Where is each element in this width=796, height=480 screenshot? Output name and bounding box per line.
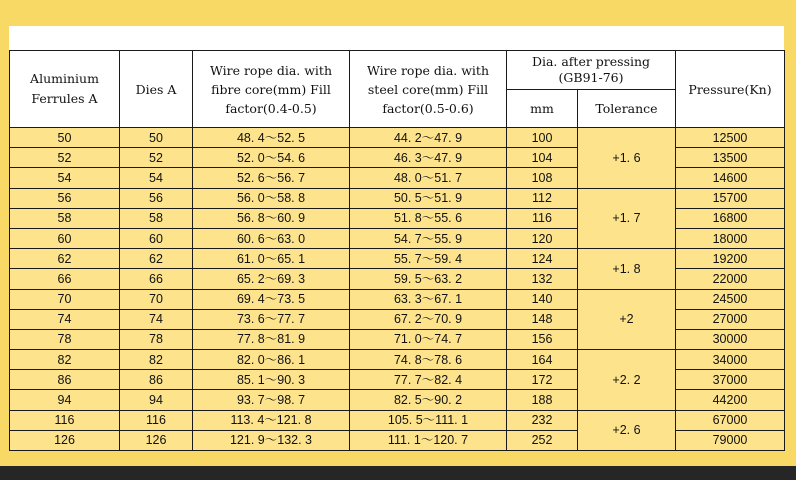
steel-core-cell: 48. 0～51. 7	[350, 168, 507, 188]
ferrule-cell: 62	[10, 249, 120, 269]
mm-cell: 172	[507, 370, 578, 390]
pressure-cell: 79000	[676, 430, 785, 450]
tolerance-cell: +1. 7	[578, 188, 676, 249]
steel-core-cell: 67. 2～70. 9	[350, 309, 507, 329]
tolerance-cell: +1. 6	[578, 128, 676, 189]
mm-cell: 148	[507, 309, 578, 329]
tolerance-cell: +2. 2	[578, 350, 676, 411]
pressure-cell: 15700	[676, 188, 785, 208]
table-row	[10, 410, 785, 430]
mm-cell: 232	[507, 410, 578, 430]
steel-core-cell: 50. 5～51. 9	[350, 188, 507, 208]
fibre-core-cell: 56. 0～58. 8	[193, 188, 350, 208]
ferrule-cell: 74	[10, 309, 120, 329]
pressure-cell: 12500	[676, 128, 785, 148]
table-row	[10, 249, 785, 269]
fibre-core-cell: 56. 8～60. 9	[193, 208, 350, 228]
header-aluminium-ferrules	[10, 51, 120, 128]
fibre-core-cell: 52. 0～54. 6	[193, 148, 350, 168]
pressure-cell: 18000	[676, 228, 785, 248]
pressure-cell: 19200	[676, 249, 785, 269]
fibre-core-cell: 73. 6～77. 7	[193, 309, 350, 329]
table-row	[10, 128, 785, 148]
die-cell: 126	[120, 430, 193, 450]
fibre-core-cell: 69. 4～73. 5	[193, 289, 350, 309]
steel-core-cell: 54. 7～55. 9	[350, 228, 507, 248]
table-row	[10, 289, 785, 309]
die-cell: 82	[120, 350, 193, 370]
pressure-cell: 24500	[676, 289, 785, 309]
die-cell: 94	[120, 390, 193, 410]
table-header	[10, 51, 785, 128]
mm-cell: 124	[507, 249, 578, 269]
tolerance-cell: +2. 6	[578, 410, 676, 450]
mm-cell: 252	[507, 430, 578, 450]
steel-core-cell: 82. 5～90. 2	[350, 390, 507, 410]
fibre-core-cell: 93. 7～98. 7	[193, 390, 350, 410]
pressure-cell: 16800	[676, 208, 785, 228]
die-cell: 78	[120, 329, 193, 349]
fibre-core-cell: 121. 9～132. 3	[193, 430, 350, 450]
ferrule-cell: 126	[10, 430, 120, 450]
pressure-cell: 13500	[676, 148, 785, 168]
table-body	[10, 128, 785, 451]
steel-core-cell: 77. 7～82. 4	[350, 370, 507, 390]
pressure-cell: 67000	[676, 410, 785, 430]
pressure-cell: 34000	[676, 350, 785, 370]
die-cell: 56	[120, 188, 193, 208]
mm-cell: 116	[507, 208, 578, 228]
pressure-cell: 44200	[676, 390, 785, 410]
mm-cell: 188	[507, 390, 578, 410]
die-cell: 70	[120, 289, 193, 309]
steel-core-cell: 59. 5～63. 2	[350, 269, 507, 289]
ferrule-cell: 70	[10, 289, 120, 309]
fibre-core-cell: 82. 0～86. 1	[193, 350, 350, 370]
ferrule-cell: 82	[10, 350, 120, 370]
ferrule-cell: 56	[10, 188, 120, 208]
mm-cell: 156	[507, 329, 578, 349]
die-cell: 66	[120, 269, 193, 289]
header-mm: mm	[507, 90, 578, 128]
fibre-core-cell: 60. 6～63. 0	[193, 228, 350, 248]
pressure-cell: 27000	[676, 309, 785, 329]
steel-core-cell: 55. 7～59. 4	[350, 249, 507, 269]
mm-cell: 112	[507, 188, 578, 208]
ferrule-cell: 66	[10, 269, 120, 289]
fibre-core-cell: 61. 0～65. 1	[193, 249, 350, 269]
mm-cell: 104	[507, 148, 578, 168]
fibre-core-cell: 65. 2～69. 3	[193, 269, 350, 289]
mm-cell: 132	[507, 269, 578, 289]
steel-core-cell: 51. 8～55. 6	[350, 208, 507, 228]
ferrule-spec-table	[9, 50, 785, 451]
steel-core-cell: 71. 0～74. 7	[350, 329, 507, 349]
steel-core-cell: 74. 8～78. 6	[350, 350, 507, 370]
die-cell: 116	[120, 410, 193, 430]
ferrule-cell: 94	[10, 390, 120, 410]
header-aluminium-ferrules-label: Aluminium Ferrules A	[30, 71, 99, 106]
pressure-cell: 22000	[676, 269, 785, 289]
header-steel-core: Wire rope dia. with steel core(mm) Fill factor(0.5-0.6)	[350, 51, 507, 128]
steel-core-cell: 63. 3～67. 1	[350, 289, 507, 309]
table-row	[10, 350, 785, 370]
mm-cell: 108	[507, 168, 578, 188]
die-cell: 58	[120, 208, 193, 228]
mm-cell: 100	[507, 128, 578, 148]
header-pressure: Pressure(Kn)	[676, 51, 785, 128]
pressure-cell: 30000	[676, 329, 785, 349]
pressure-cell: 37000	[676, 370, 785, 390]
die-cell: 60	[120, 228, 193, 248]
header-fibre-core: Wire rope dia. with fibre core(mm) Fill factor(0.4-0.5)	[193, 51, 350, 128]
ferrule-cell: 52	[10, 148, 120, 168]
die-cell: 50	[120, 128, 193, 148]
ferrule-cell: 58	[10, 208, 120, 228]
fibre-core-cell: 77. 8～81. 9	[193, 329, 350, 349]
tolerance-cell: +1. 8	[578, 249, 676, 289]
ferrule-cell: 86	[10, 370, 120, 390]
steel-core-cell: 105. 5～111. 1	[350, 410, 507, 430]
header-tolerance: Tolerance	[578, 90, 676, 128]
mm-cell: 164	[507, 350, 578, 370]
steel-core-cell: 46. 3～47. 9	[350, 148, 507, 168]
steel-core-cell: 44. 2～47. 9	[350, 128, 507, 148]
fibre-core-cell: 113. 4～121. 8	[193, 410, 350, 430]
header-dia-after-pressing: Dia. after pressing (GB91-76)	[507, 51, 676, 90]
header-dies: Dies A	[120, 51, 193, 128]
fibre-core-cell: 48. 4～52. 5	[193, 128, 350, 148]
die-cell: 62	[120, 249, 193, 269]
bottom-dark-bar	[0, 466, 796, 480]
fibre-core-cell: 85. 1～90. 3	[193, 370, 350, 390]
table-row	[10, 188, 785, 208]
ferrule-cell: 60	[10, 228, 120, 248]
ferrule-cell: 50	[10, 128, 120, 148]
fibre-core-cell: 52. 6～56. 7	[193, 168, 350, 188]
mm-cell: 140	[507, 289, 578, 309]
mm-cell: 120	[507, 228, 578, 248]
die-cell: 74	[120, 309, 193, 329]
pressure-cell: 14600	[676, 168, 785, 188]
die-cell: 86	[120, 370, 193, 390]
white-header-strip	[9, 26, 784, 50]
ferrule-cell: 78	[10, 329, 120, 349]
steel-core-cell: 111. 1～120. 7	[350, 430, 507, 450]
die-cell: 52	[120, 148, 193, 168]
die-cell: 54	[120, 168, 193, 188]
tolerance-cell: +2	[578, 289, 676, 350]
ferrule-cell: 54	[10, 168, 120, 188]
ferrule-cell: 116	[10, 410, 120, 430]
